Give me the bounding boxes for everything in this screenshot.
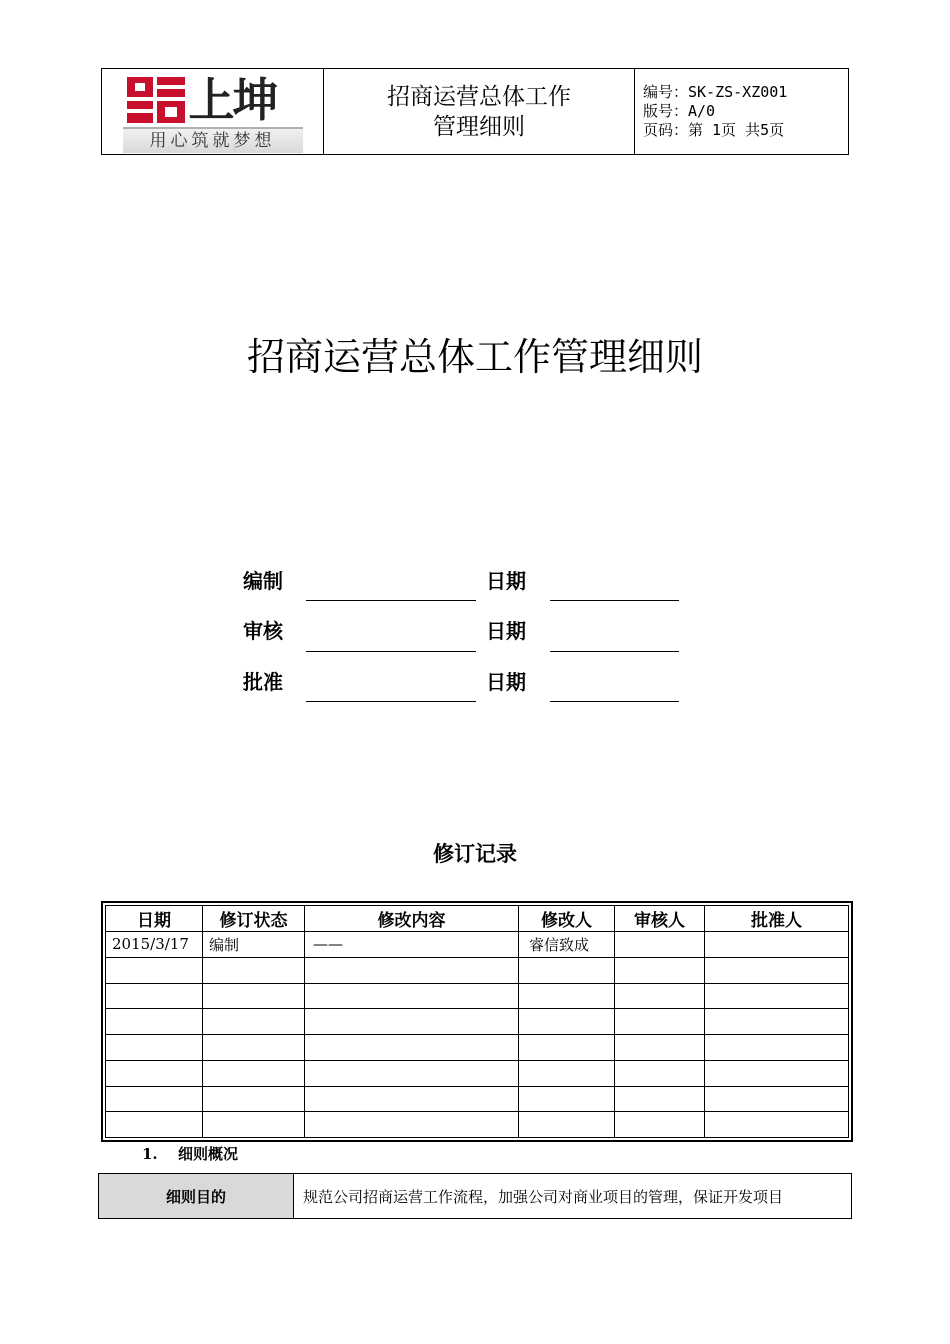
revision-table	[105, 905, 849, 1138]
compile-label: 编制	[243, 569, 283, 593]
table-row	[106, 1060, 849, 1086]
section-1-heading	[142, 1143, 238, 1164]
cell-content	[305, 1112, 519, 1138]
document-header	[101, 68, 849, 155]
revision-record-title: 修订记录	[433, 842, 517, 866]
cell-content	[305, 957, 519, 983]
col-content: 修改内容	[305, 906, 519, 932]
cell-approver	[705, 932, 849, 958]
header-title-line1: 招商运营总体工作	[387, 83, 571, 110]
cell-reviewer	[615, 957, 705, 983]
approve-date-label: 日期	[486, 670, 526, 694]
col-reviewer: 审核人	[615, 906, 705, 932]
cell-reviewer	[615, 1112, 705, 1138]
table-row	[106, 932, 849, 958]
cell-status: 编制	[203, 932, 305, 958]
cell-content	[305, 1009, 519, 1035]
cell-approver	[705, 983, 849, 1009]
cell-approver	[705, 1086, 849, 1112]
section-1-number: 1.	[142, 1145, 158, 1163]
section-1-title: 细则概况	[178, 1145, 239, 1163]
cell-modifier	[519, 1009, 615, 1035]
col-date: 日期	[106, 906, 203, 932]
purpose-text: 规范公司招商运营工作流程，加强公司对商业项目的管理，保证开发项目	[294, 1174, 852, 1219]
cell-content: ——	[305, 932, 519, 958]
cell-status	[203, 1035, 305, 1061]
review-label: 审核	[243, 619, 283, 643]
compile-signature-line[interactable]	[306, 600, 476, 601]
review-signature-line[interactable]	[306, 651, 476, 652]
cell-status	[203, 1112, 305, 1138]
compile-date-line[interactable]	[550, 600, 679, 601]
cell-status	[203, 983, 305, 1009]
cell-modifier	[519, 1060, 615, 1086]
cell-modifier	[519, 1112, 615, 1138]
cell-approver	[705, 1060, 849, 1086]
cell-date	[106, 957, 203, 983]
cell-modifier: 睿信致成	[519, 932, 615, 958]
logo-slogan: 用心筑就梦想	[123, 127, 303, 153]
company-logo	[123, 73, 303, 153]
revision-table-frame	[101, 901, 853, 1142]
header-title-cell	[324, 69, 635, 155]
table-row	[106, 983, 849, 1009]
cell-modifier	[519, 1035, 615, 1061]
cell-content	[305, 1035, 519, 1061]
cell-status	[203, 957, 305, 983]
col-status: 修订状态	[203, 906, 305, 932]
approve-signature-line[interactable]	[306, 701, 476, 702]
cell-date	[106, 1035, 203, 1061]
cell-reviewer	[615, 1060, 705, 1086]
table-row	[106, 1112, 849, 1138]
cell-content	[305, 983, 519, 1009]
cell-modifier	[519, 983, 615, 1009]
header-title-line2: 管理细则	[433, 113, 525, 140]
cell-reviewer	[615, 1035, 705, 1061]
approve-label: 批准	[243, 670, 283, 694]
revision-header-row	[106, 906, 849, 932]
cell-approver	[705, 957, 849, 983]
table-row	[106, 1035, 849, 1061]
doc-page-number: 页码：第 1页 共5页	[643, 121, 785, 139]
cell-date	[106, 1112, 203, 1138]
cell-date	[106, 1086, 203, 1112]
cell-status	[203, 1060, 305, 1086]
doc-version: 版号：A/0	[643, 102, 716, 120]
purpose-label: 细则目的	[99, 1174, 294, 1219]
header-info-cell	[635, 69, 849, 155]
col-modifier: 修改人	[519, 906, 615, 932]
review-date-label: 日期	[486, 619, 526, 643]
cell-approver	[705, 1112, 849, 1138]
table-row	[106, 1009, 849, 1035]
table-row	[106, 1086, 849, 1112]
cell-content	[305, 1060, 519, 1086]
table-row	[106, 957, 849, 983]
compile-date-label: 日期	[486, 569, 526, 593]
review-date-line[interactable]	[550, 651, 679, 652]
cell-date: 2015/3/17	[106, 932, 203, 958]
logo-cell	[102, 69, 324, 155]
cell-date	[106, 983, 203, 1009]
cell-status	[203, 1009, 305, 1035]
cell-reviewer	[615, 1086, 705, 1112]
purpose-table	[98, 1173, 852, 1219]
cell-status	[203, 1086, 305, 1112]
cell-content	[305, 1086, 519, 1112]
cell-reviewer	[615, 983, 705, 1009]
document-title: 招商运营总体工作管理细则	[246, 335, 703, 379]
cell-modifier	[519, 957, 615, 983]
cell-modifier	[519, 1086, 615, 1112]
logo-brand-text: 上坤	[188, 73, 277, 127]
cell-reviewer	[615, 932, 705, 958]
logo-mark-icon	[127, 77, 185, 123]
doc-code: 编号：SK-ZS-XZ001	[643, 83, 788, 101]
approve-date-line[interactable]	[550, 701, 679, 702]
cell-approver	[705, 1035, 849, 1061]
col-approver: 批准人	[705, 906, 849, 932]
cell-date	[106, 1009, 203, 1035]
cell-date	[106, 1060, 203, 1086]
cell-approver	[705, 1009, 849, 1035]
cell-reviewer	[615, 1009, 705, 1035]
